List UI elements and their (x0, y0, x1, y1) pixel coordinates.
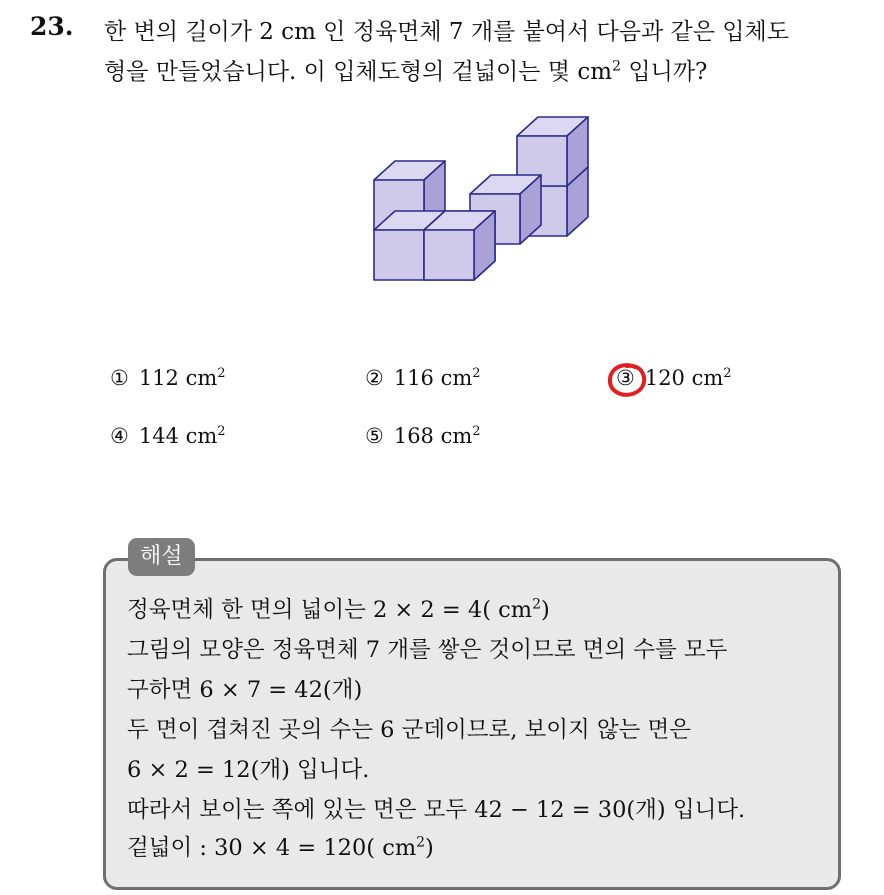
option-4[interactable] (110, 424, 226, 448)
option-1-text: 112 cm (138, 366, 218, 390)
answer-circle-mark (605, 361, 649, 399)
question-text-line-1: 한 변의 길이가 2 cm 인 정육면체 7 개를 붙여서 다음과 같은 입체도 (104, 19, 789, 45)
option-4-text: 144 cm (138, 424, 218, 448)
solution-line-1 (127, 592, 550, 624)
solution-line-1-end: ) (540, 597, 550, 623)
option-3-text: 120 cm (644, 366, 724, 390)
solution-line-7 (127, 830, 434, 862)
solution-line-4 (127, 712, 691, 744)
option-2-value (394, 366, 481, 390)
solution-line-1-sup: 2 (532, 596, 541, 613)
solution-line-5 (127, 752, 369, 784)
option-5[interactable] (365, 424, 481, 448)
option-1-sup: 2 (217, 366, 226, 381)
solution-line-2-text: 그림의 모양은 정육면체 7 개를 쌓은 것이므로 면의 수를 모두 (127, 637, 728, 663)
question-number: 23. (30, 12, 74, 41)
solution-tag: 해설 (128, 538, 195, 576)
solution-line-7-end: ) (425, 835, 434, 861)
option-5-text: 168 cm (393, 424, 473, 448)
option-3-sup: 2 (723, 366, 732, 381)
solution-line-1-text: 정육면체 한 면의 넓이는 2 × 2 = 4( cm (127, 597, 533, 623)
question-text-line-2-end: 입니까? (621, 59, 708, 85)
option-5-value (394, 424, 481, 448)
solution-line-2 (127, 632, 727, 664)
option-4-number: ④ (110, 424, 129, 448)
solution-line-4-text: 두 면이 겹쳐진 곳의 수는 6 군데이므로, 보이지 않는 면은 (127, 717, 692, 743)
option-1-number: ① (110, 366, 129, 390)
option-2-text: 116 cm (393, 366, 473, 390)
option-2[interactable] (365, 366, 481, 390)
cube-front-step (424, 211, 495, 280)
option-2-number: ② (365, 366, 384, 390)
option-4-value (139, 424, 226, 448)
option-1[interactable] (110, 366, 226, 390)
option-5-sup: 2 (472, 424, 481, 439)
solution-line-6 (127, 792, 745, 824)
solution-line-5-text: 6 × 2 = 12(개) 입니다. (127, 757, 370, 783)
option-4-sup: 2 (217, 424, 226, 439)
unit-superscript: 2 (612, 58, 622, 75)
option-5-number: ⑤ (365, 424, 384, 448)
solution-line-7-sup: 2 (416, 834, 426, 851)
solution-line-3 (127, 672, 362, 704)
solution-line-7-text: 겉넓이 : 30 × 4 = 120( cm (127, 835, 417, 861)
option-1-value (139, 366, 226, 390)
solution-line-3-text: 구하면 6 × 7 = 42(개) (127, 677, 363, 703)
option-2-sup: 2 (472, 366, 481, 381)
question-text-line-2-main: 형을 만들었습니다. 이 입체도형의 겉넓이는 몇 cm (104, 59, 613, 85)
question-text-line-2 (104, 53, 707, 86)
option-3-value (645, 366, 732, 390)
solution-line-6-text: 따라서 보이는 쪽에 있는 면은 모두 42 − 12 = 30(개) 입니다. (127, 797, 746, 823)
cube-figure (360, 112, 600, 292)
option-3-number: ③ (616, 366, 635, 390)
